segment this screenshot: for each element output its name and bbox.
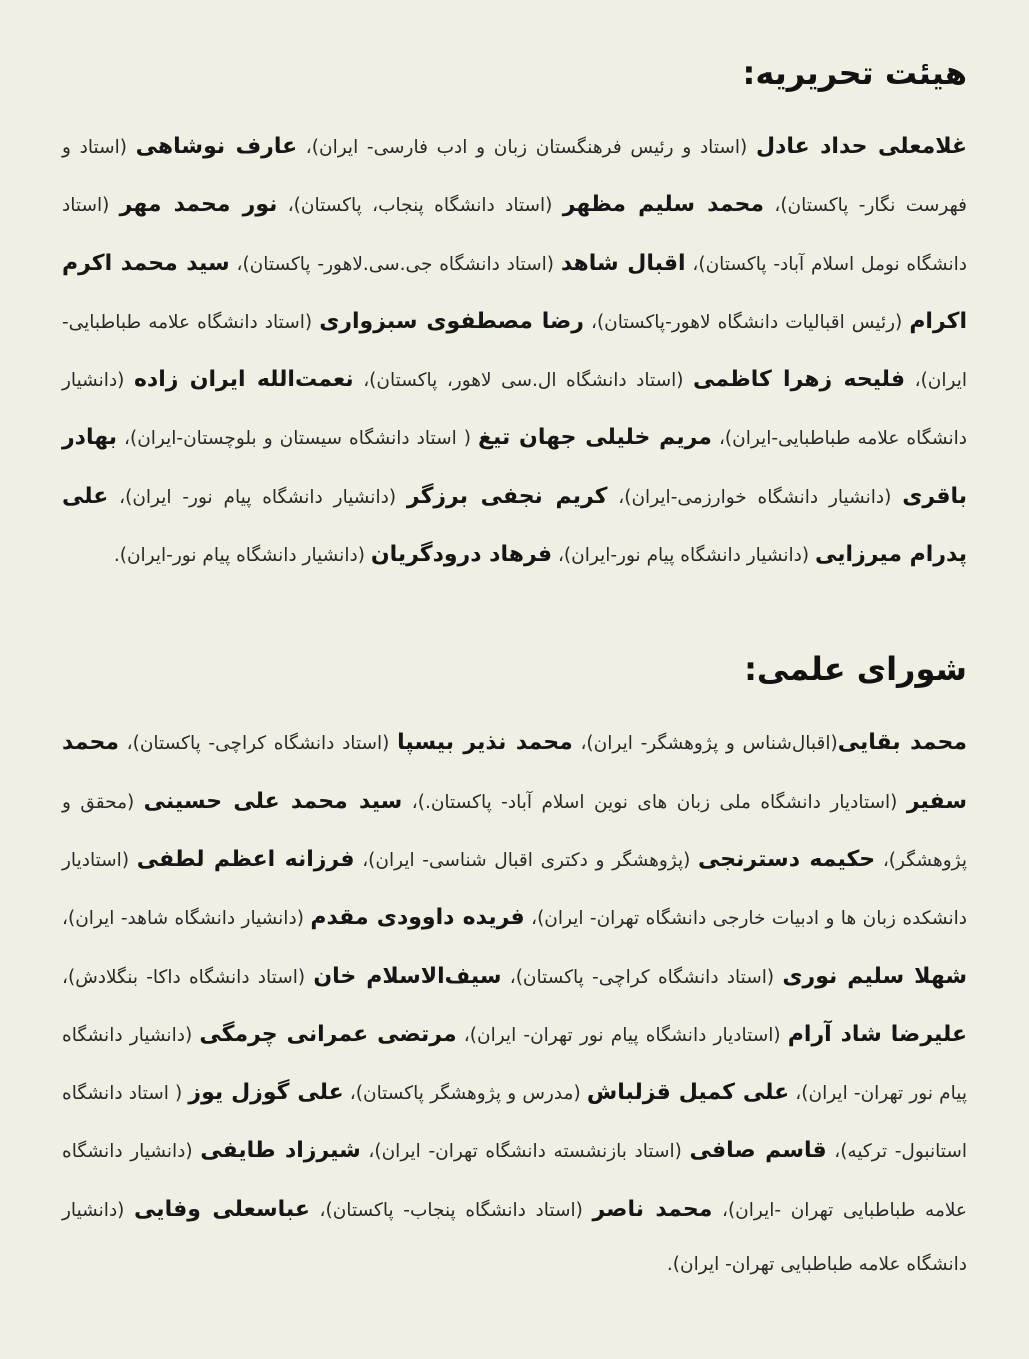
- member-name: فرهاد درودگریان: [370, 542, 553, 568]
- member-name: محمد بقایی: [837, 730, 968, 756]
- member-name: نور محمد مهر: [119, 192, 278, 218]
- member-name: سید محمد اکرم اکرام: [62, 250, 967, 334]
- member-name: محمد سلیم مظهر: [562, 192, 765, 218]
- member-entry: [456, 1021, 967, 1047]
- member-name: سیف‌الاسلام خان: [313, 963, 502, 989]
- member-affiliation: (استاد دانشگاه پنجاب- پاکستان)،: [309, 1199, 593, 1221]
- scientific-council-heading: شورای علمی:: [744, 650, 967, 689]
- member-name: علیرضا شاد آرام: [787, 1021, 967, 1047]
- member-affiliation: (رئیس اقبالیات دانشگاه لاهور-پاکستان)،: [583, 311, 910, 333]
- member-entry: [277, 194, 764, 216]
- member-affiliation: (دانشیار دانشگاه پیام نور تهران- ایران)،: [62, 1024, 967, 1105]
- member-name: کریم نجفی برزگر: [406, 483, 608, 509]
- member-name: شهلا سلیم نوری: [782, 963, 967, 989]
- member-name: مریم خلیلی جهان تیغ: [477, 425, 712, 451]
- member-name: شیرزاد طایفی: [200, 1138, 361, 1164]
- member-entry: [117, 427, 712, 449]
- member-affiliation: (استاد دانشگاه کراچی- پاکستان)،: [118, 733, 398, 755]
- member-entry: [119, 732, 573, 754]
- member-entry: [309, 1196, 713, 1222]
- member-entry: [573, 732, 967, 754]
- member-affiliation: (دانشیار دانشگاه پیام نور-ایران).: [113, 545, 371, 567]
- member-entry: [297, 136, 967, 158]
- member-affiliation: (اقبال‌شناس و پژوهشگر- ایران)،: [572, 733, 838, 755]
- member-affiliation: (دانشیار دانشگاه علامه طباطبایی تهران- ایران).: [62, 1199, 967, 1276]
- member-entry: [354, 846, 876, 872]
- member-name: قاسم صافی: [689, 1138, 827, 1164]
- member-affiliation: (دانشیار دانشگاه علامه طباطبایی تهران -ایران)،: [62, 1141, 967, 1221]
- member-affiliation: (استاد و رئیس فرهنگستان زبان و ادب فارسی- ایران)،: [297, 137, 756, 158]
- member-name: عارف نوشاهی: [135, 134, 298, 159]
- member-affiliation: (محقق و پژوهشگر)،: [62, 791, 967, 871]
- scientific-council-paragraph: [62, 714, 967, 1289]
- member-affiliation: (دانشیار دانشگاه خوارزمی-ایران)،: [607, 486, 903, 508]
- member-entry: [62, 963, 502, 989]
- member-entry: [108, 483, 608, 509]
- member-affiliation: ( استاد دانشگاه سیستان و بلوچستان-ایران)،: [117, 428, 478, 450]
- member-affiliation: (دانشیار دانشگاه پیام نور-ایران)،: [552, 545, 816, 567]
- member-name: علی پدرام میرزایی: [62, 483, 967, 568]
- member-affiliation: (استادیار دانشگاه پیام نور تهران- ایران)،: [456, 1024, 788, 1046]
- member-name: حکیمه دسترنجی: [698, 846, 876, 872]
- member-entry: [344, 1082, 790, 1104]
- member-entry: [361, 1140, 827, 1162]
- member-name: بهادر باقری: [62, 425, 967, 509]
- editorial-board-heading: هیئت تحریریه:: [742, 54, 967, 92]
- member-affiliation: (استاد دانشگاه کراچی- پاکستان)،: [501, 966, 783, 988]
- member-affiliation: (دانشیار دانشگاه علامه طباطبایی-ایران)،: [62, 370, 968, 450]
- member-affiliation: (پژوهشگر و دکتری اقبال شناسی- ایران)،: [354, 849, 699, 871]
- member-affiliation: (استاد دانشگاه ال.سی لاهور، پاکستان)،: [353, 370, 693, 392]
- member-name: فریده داوودی مقدم: [310, 905, 525, 931]
- member-entry: [501, 963, 967, 989]
- member-affiliation: (استاد دانشگاه جی.سی.لاهور- پاکستان)،: [229, 253, 561, 275]
- member-affiliation: ( استاد دانشگاه استانبول- ترکیه)،: [62, 1083, 967, 1163]
- member-name: فلیحه زهرا کاظمی: [692, 367, 906, 393]
- member-name: غلامعلی حداد عادل: [755, 134, 967, 159]
- member-affiliation: (استاد دانشگاه پنجاب، پاکستان)،: [277, 195, 563, 217]
- member-affiliation: (استاد دانشگاه علامه طباطبایی- ایران)،: [62, 311, 968, 392]
- member-name: نعمت‌الله ایران زاده: [133, 367, 354, 393]
- member-name: اقبال شاهد: [560, 250, 686, 276]
- member-name: سید محمد علی حسینی: [143, 788, 403, 814]
- member-affiliation: (استادیار دانشگاه ملی زبان های نوین اسلام آباد- پاکستان.)،: [402, 791, 907, 813]
- section-spacer: [62, 614, 967, 632]
- member-name: فرزانه اعظم لطفی: [136, 846, 355, 872]
- member-affiliation: (استاد دانشگاه داکا- بنگلادش)،: [62, 966, 314, 988]
- scientific-council-section: [62, 650, 967, 1289]
- member-affiliation: (استاد بازنشسته دانشگاه تهران- ایران)،: [360, 1141, 690, 1163]
- editorial-board-paragraph: [62, 118, 967, 584]
- member-name: علی کمیل قزلباش: [586, 1080, 790, 1106]
- member-entry: [114, 544, 552, 566]
- editorial-board-section: [62, 54, 967, 584]
- member-name: عباسعلی وفایی: [134, 1196, 310, 1222]
- member-affiliation: (استاد و فهرست نگار- پاکستان)،: [62, 137, 967, 217]
- member-affiliation: (استادیار دانشکده زبان ها و ادبیات خارجی دانشگاه تهران- ایران)،: [62, 849, 967, 930]
- member-name: علی گوزل یوز: [188, 1080, 344, 1106]
- member-name: محمد نذیر بیسپا: [397, 730, 573, 756]
- member-name: مرتضی عمرانی چرمگی: [199, 1021, 457, 1047]
- member-affiliation: (دانشیار دانشگاه شاهد- ایران)،: [62, 908, 311, 930]
- member-name: محمد سفیر: [62, 730, 967, 814]
- member-entry: [354, 369, 905, 391]
- member-affiliation: (دانشیار دانشگاه پیام نور- ایران)،: [108, 486, 407, 508]
- member-affiliation: (مدرس و پژوهشگر پاکستان)،: [343, 1083, 587, 1105]
- member-name: محمد ناصر: [592, 1196, 713, 1222]
- member-affiliation: (استاد دانشگاه نومل اسلام آباد- پاکستان)،: [62, 195, 967, 275]
- member-entry: [62, 907, 525, 929]
- member-entry: [229, 250, 686, 276]
- member-name: رضا مصطفوی سبزواری: [319, 308, 584, 334]
